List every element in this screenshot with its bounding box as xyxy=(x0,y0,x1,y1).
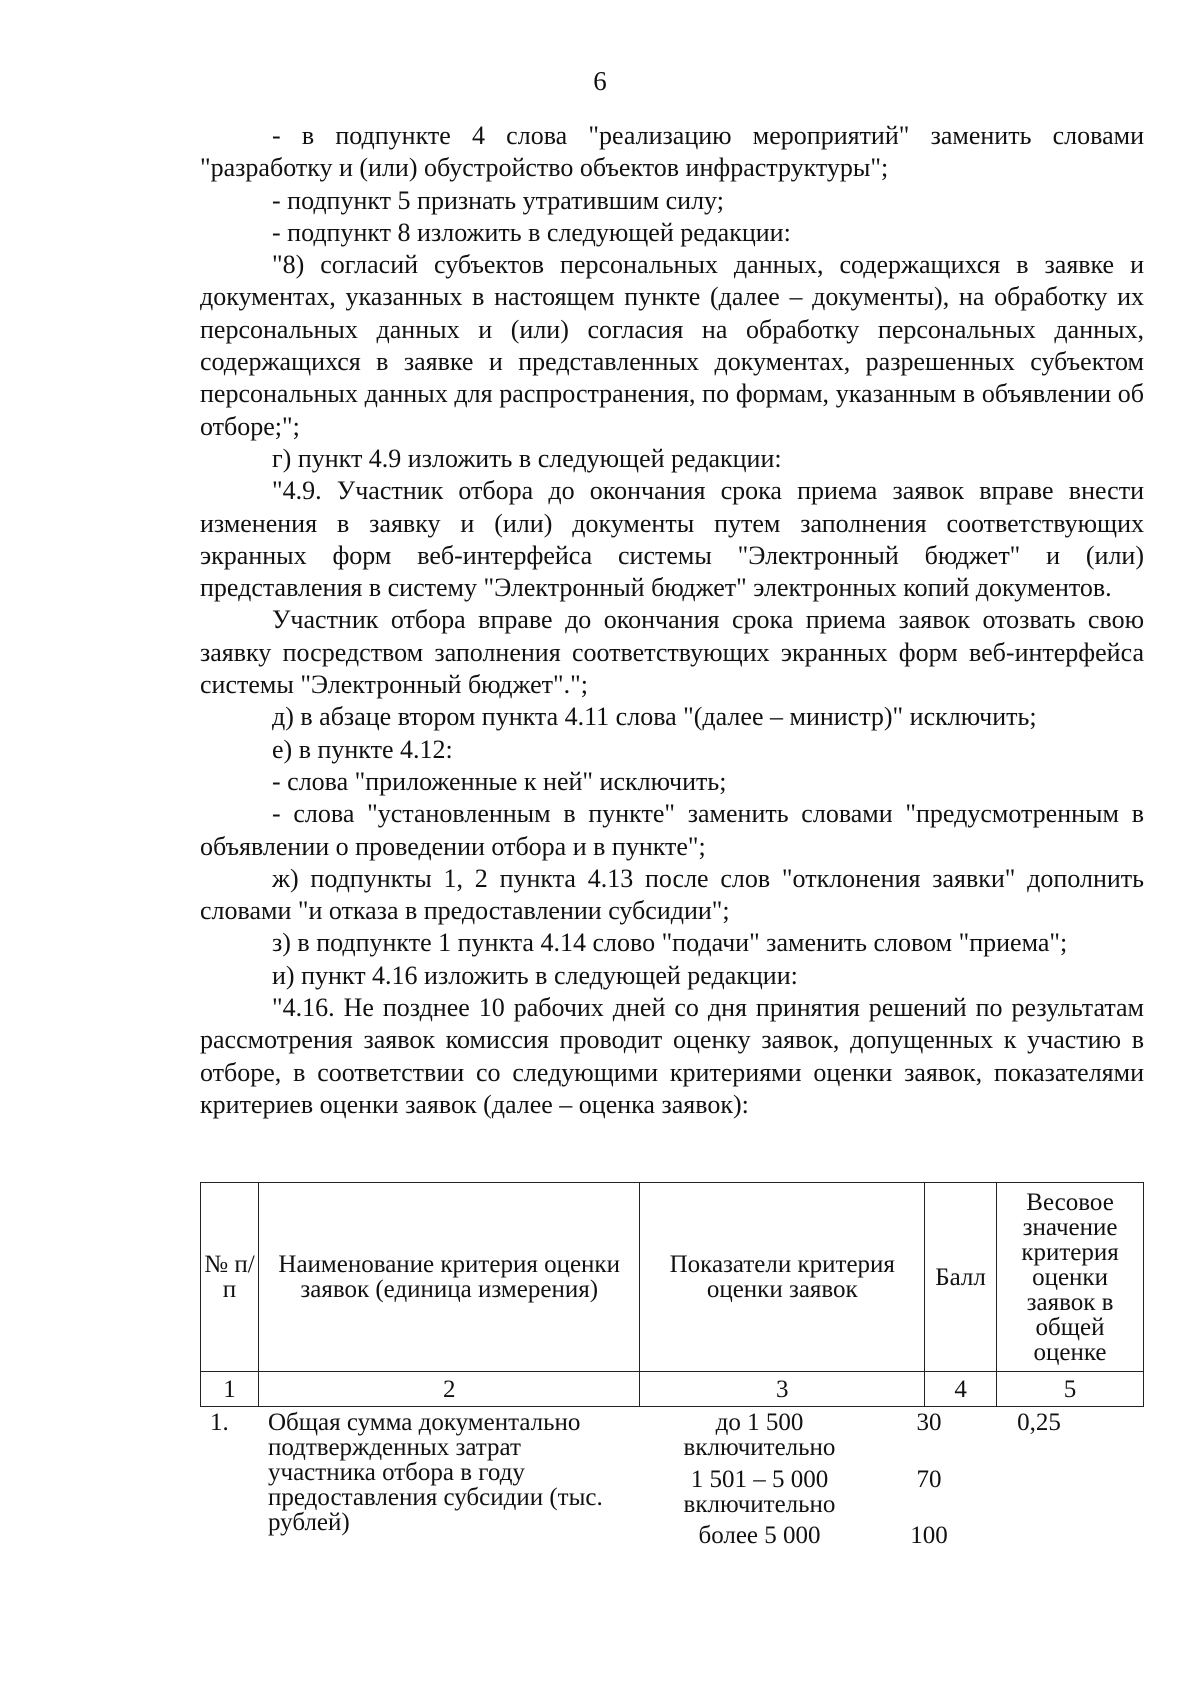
score: 70 xyxy=(916,1466,942,1493)
score: 30 xyxy=(916,1409,942,1436)
criterion-name: Общая сумма документально подтвержденных затрат участника отбора в году предоставления субсидии (тыс. рублей) xyxy=(268,1409,603,1536)
indicator: более 5 000 xyxy=(698,1522,821,1549)
paragraph: ж) подпункты 1, 2 пункта 4.13 после слов "отклонения заявки" дополнить словами "и отказа в предоставлении субсидии"; xyxy=(200,863,1144,926)
column-numbers-row xyxy=(201,1372,1144,1407)
header-number: № п/п xyxy=(201,1183,259,1372)
paragraph: Участник отбора вправе до окончания срока приема заявок отозвать свою заявку посредством заполнения соответствующих экранных форм веб-интерфейса системы "Электронный бюджет"."; xyxy=(200,605,1144,700)
page-number: 6 xyxy=(593,66,607,96)
criteria-table xyxy=(200,1182,1144,1407)
paragraph: "8) согласий субъектов персональных данных, содержащихся в заявке и документах, указанных в настоящем пункте (далее – документы), на обработку их персональных данных и (или) согласия на обработку персональных данных, содержащихся в заявке и представленных документах, разрешенных субъектом персональных данных для распространения, по формам, указанным в объявлении об отборе;"; xyxy=(200,250,1144,441)
paragraph: - подпункт 5 признать утратившим силу; xyxy=(272,185,724,215)
paragraph: г) пункт 4.9 изложить в следующей редакции: xyxy=(272,443,782,473)
indicator: до 1 500 включительно xyxy=(683,1409,836,1461)
score: 100 xyxy=(910,1522,948,1549)
column-number: 5 xyxy=(997,1372,1144,1407)
paragraph: - слова "приложенные к ней" исключить; xyxy=(272,766,727,796)
header-criterion-name: Наименование критерия оценки заявок (единица измерения) xyxy=(258,1183,640,1372)
column-number: 2 xyxy=(258,1372,640,1407)
paragraph: е) в пункте 4.12: xyxy=(272,734,453,764)
column-number: 4 xyxy=(925,1372,997,1407)
indicator: 1 501 – 5 000 включительно xyxy=(683,1466,836,1518)
header-score: Балл xyxy=(925,1183,997,1372)
paragraph: - слова "установленным в пункте" заменить словами "предусмотренным в объявлении о проведении отбора и в пункте"; xyxy=(200,799,1144,861)
document-body xyxy=(200,120,1144,1121)
paragraph: д) в абзаце втором пункта 4.11 слова "(далее – министр)" исключить; xyxy=(272,702,1037,732)
paragraph: "4.9. Участник отбора до окончания срока приема заявок вправе внести изменения в заявку и (или) документы путем заполнения соответствующих экранных форм веб-интерфейса системы "Электронный бюджет" и (или) представления в систему "Электронный бюджет" электронных копий документов. xyxy=(200,476,1144,603)
header-weight: Весовое значение критерия оценки заявок в общей оценке xyxy=(997,1183,1144,1372)
paragraph: з) в подпункте 1 пункта 4.14 слово "подачи" заменить словом "приема"; xyxy=(272,928,1068,958)
column-number: 3 xyxy=(640,1372,925,1407)
header-indicators: Показатели критерия оценки заявок xyxy=(640,1183,925,1372)
table-header-row xyxy=(201,1183,1144,1372)
paragraph: - подпункт 8 изложить в следующей редакции: xyxy=(272,217,791,247)
paragraph: - в подпункте 4 слова "реализацию мероприятий" заменить словами "разработку и (или) обустройство объектов инфраструктуры"; xyxy=(200,121,1144,183)
column-number: 1 xyxy=(201,1372,259,1407)
row-number: 1. xyxy=(210,1409,229,1436)
paragraph: "4.16. Не позднее 10 рабочих дней со дня принятия решений по результатам рассмотрения заявок комиссия проводит оценку заявок, допущенных к участию в отборе, в соответствии со следующими критериями оценки заявок, показателями критериев оценки заявок (далее – оценка заявок): xyxy=(200,993,1144,1119)
table-row xyxy=(200,1410,1144,1570)
weight-value: 0,25 xyxy=(1017,1409,1061,1436)
paragraph: и) пункт 4.16 изложить в следующей редакции: xyxy=(272,960,798,990)
